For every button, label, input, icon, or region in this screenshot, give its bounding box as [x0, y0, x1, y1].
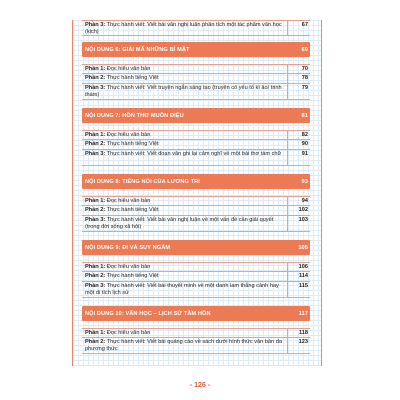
toc-entry-title [82, 84, 288, 99]
toc-entry-label: Phần 3: [85, 22, 106, 28]
toc-entry-label: Phần 2: [85, 207, 106, 213]
toc-entry-text: Thực hành viết: Viết bài văn nghị luận về một vấn đề cần giải quyết (trong đời sống xã hội) [85, 217, 274, 230]
toc-entry-label: Phần 1: [85, 198, 106, 204]
toc-entry-page: 118 [298, 330, 308, 336]
toc-entry [82, 338, 310, 354]
toc-entry [82, 262, 310, 272]
table-of-contents [82, 20, 310, 354]
section-title: NỘI DUNG 9: ĐI VÀ SUY NGẪM [85, 244, 171, 251]
section-title: NỘI DUNG 6: GIẢI MÃ NHỮNG BÍ MẬT [85, 46, 190, 53]
toc-entry [82, 206, 310, 216]
toc-entry-text: Thực hành viết: Viết đoạn văn ghi lại cảm nghĩ về một bài thơ tám chữ [106, 151, 282, 157]
toc-entry-label: Phần 1: [85, 132, 106, 138]
toc-entry-label: Phần 3: [85, 85, 106, 91]
section-title: NỘI DUNG 8: TIẾNG NÓI CỦA LƯƠNG TRI [85, 178, 200, 185]
toc-entry-text: Thực hành tiếng Việt [106, 273, 159, 279]
toc-entry-text: Đọc hiểu văn bản [106, 198, 151, 204]
toc-entry [82, 216, 310, 232]
toc-entry-title [82, 329, 288, 337]
toc-entry-label: Phần 2: [85, 273, 106, 279]
toc-entry-page: 78 [301, 75, 308, 81]
toc-entry-title [82, 263, 288, 271]
toc-entry-text: Thực hành tiếng Việt [106, 75, 159, 81]
toc-entry-page: 115 [298, 283, 308, 289]
toc-entry-text: Đọc hiểu văn bản [106, 66, 151, 72]
toc-entry [82, 150, 310, 166]
toc-entry-title [82, 21, 288, 35]
toc-entry [82, 84, 310, 100]
section-header [82, 42, 310, 57]
section-page: 117 [298, 310, 308, 317]
section-page: 105 [298, 244, 308, 251]
toc-entry-title [82, 216, 288, 231]
section-header [82, 108, 310, 123]
toc-entry-page: 79 [301, 85, 308, 91]
toc-entry-page: 114 [298, 273, 308, 279]
toc-entry [82, 328, 310, 338]
toc-entry [82, 272, 310, 282]
section-title: NỘI DUNG 7: HỒN THƠ MUÔN ĐIỆU [85, 112, 184, 119]
toc-entry-title [82, 74, 288, 83]
toc-entry-title [82, 140, 288, 149]
toc-entry-page: 123 [298, 339, 308, 345]
toc-entry-title [82, 206, 288, 215]
toc-entry [82, 64, 310, 74]
toc-entry-title [82, 65, 288, 73]
toc-entry-title [82, 282, 288, 297]
toc-entry-label: Phần 1: [85, 66, 106, 72]
toc-entry [82, 140, 310, 150]
toc-entry-label: Phần 2: [85, 75, 106, 81]
toc-entry-text: Đọc hiểu văn bản [106, 264, 151, 270]
section-header [82, 306, 310, 321]
section-header [82, 240, 310, 255]
toc-entry-page: 106 [298, 264, 308, 270]
toc-entry-text: Đọc hiểu văn bản [106, 132, 151, 138]
toc-entry-title [82, 131, 288, 139]
toc-entry-label: Phần 1: [85, 330, 106, 336]
toc-entry-page: 70 [301, 66, 308, 72]
toc-entry [82, 282, 310, 298]
toc-entry-label: Phần 2: [85, 141, 106, 147]
section-title: NỘI DUNG 10: VĂN HỌC – LỊCH SỬ TÂM HỒN [85, 310, 211, 317]
toc-entry-page: 94 [301, 198, 308, 204]
toc-entry [82, 74, 310, 84]
toc-entry-text: Đọc hiểu văn bản [106, 330, 151, 336]
toc-entry-page: 67 [301, 22, 308, 28]
toc-entry-text: Thực hành viết: Viết truyện ngắn sáng tạo (truyện có yếu tố kì ảo/ trinh thám) [85, 85, 282, 98]
toc-entry-title [82, 338, 288, 353]
toc-page [72, 20, 322, 366]
toc-entry-text: Thực hành tiếng Việt [106, 207, 159, 213]
toc-entry-page: 90 [301, 141, 308, 147]
toc-entry-page: 91 [301, 151, 308, 157]
toc-entry-text: Thực hành viết: Viết bài văn nghị luận phân tích một tác phẩm văn học (kịch) [85, 22, 282, 35]
section-header [82, 174, 310, 189]
section-page: 81 [301, 112, 308, 119]
toc-entry-title [82, 150, 288, 165]
toc-entry [82, 130, 310, 140]
toc-entry-label: Phần 3: [85, 283, 106, 289]
toc-entry-page: 102 [298, 207, 308, 213]
toc-entry-text: Thực hành viết: Viết bài thuyết minh về một danh lam thắng cảnh hay một di tích lịch sử [85, 283, 279, 296]
toc-entry-page: 103 [298, 217, 308, 223]
toc-entry-title [82, 197, 288, 205]
section-page: 69 [301, 46, 308, 53]
toc-entry-label: Phần 2: [85, 339, 106, 345]
page-number: - 126 - [189, 382, 211, 389]
toc-entry [82, 196, 310, 206]
toc-entry-title [82, 272, 288, 281]
toc-entry-text: Thực hành tiếng Việt [106, 141, 159, 147]
toc-entry [82, 20, 310, 36]
toc-entry-label: Phần 3: [85, 151, 106, 157]
toc-entry-text: Thực hành viết: Viết bài quảng cáo về sách dưới hình thức văn bản đa phương thức [85, 339, 282, 352]
toc-entry-label: Phần 3: [85, 217, 106, 223]
section-page: 93 [301, 178, 308, 185]
toc-entry-page: 82 [301, 132, 308, 138]
toc-entry-label: Phần 1: [85, 264, 106, 270]
